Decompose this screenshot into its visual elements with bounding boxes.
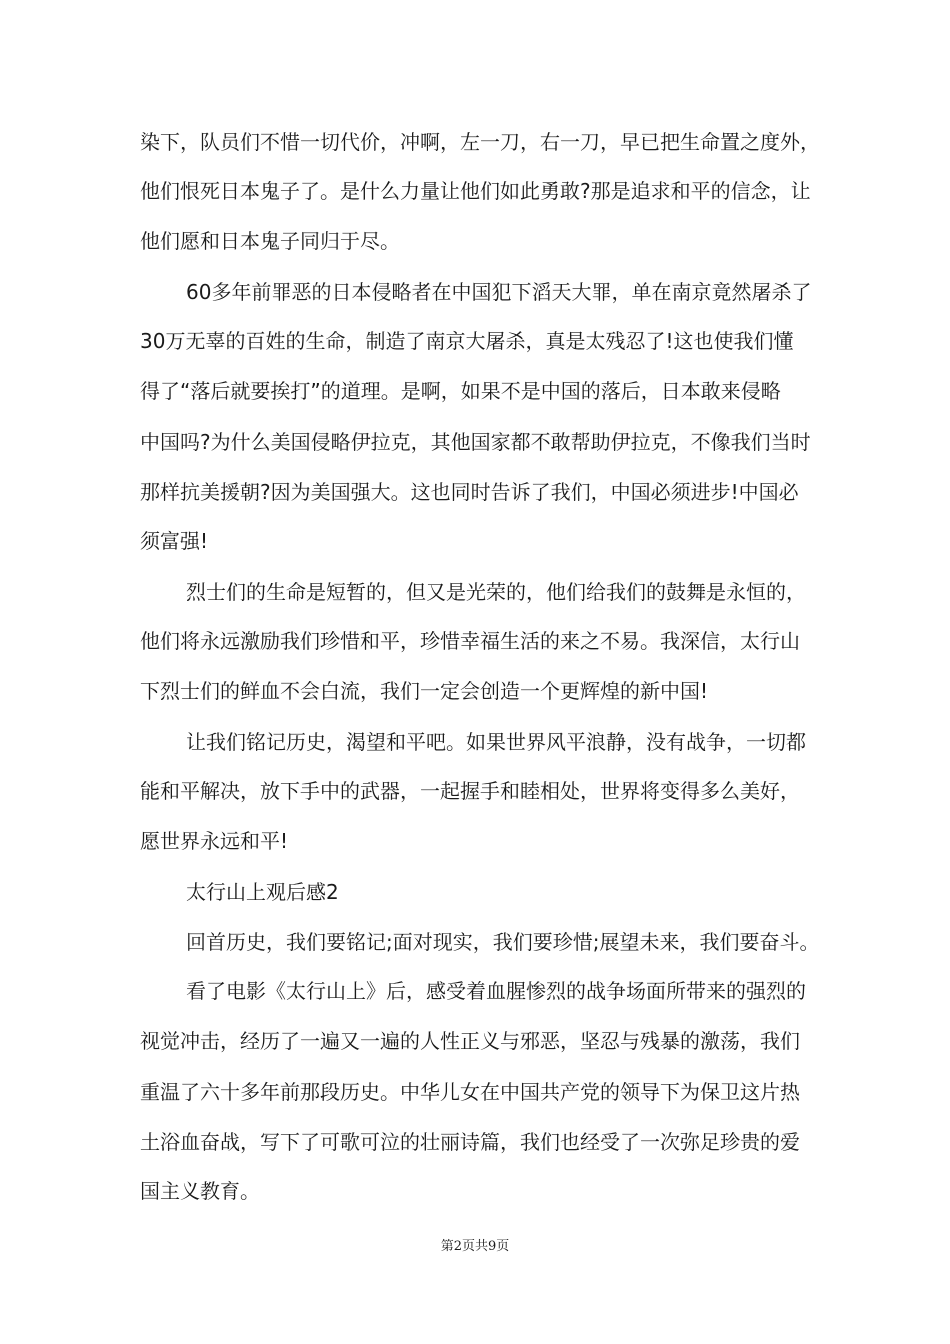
text-line: 重温了六十多年前那段历史。中华儿女在中国共产党的领导下为保卫这片热 [140,1080,800,1104]
paragraph-start-line: 回首历史，我们要铭记;面对现实，我们要珍惜;展望未来，我们要奋斗。 [186,930,820,954]
text-line: 那样抗美援朝?因为美国强大。这也同时告诉了我们，中国必须进步!中国必 [140,480,799,504]
text-line: 能和平解决，放下手中的武器，一起握手和睦相处，世界将变得多么美好， [140,779,800,803]
text-line: 土浴血奋战，写下了可歌可泣的壮丽诗篇，我们也经受了一次弥足珍贵的爱 [140,1130,800,1154]
page-number-footer: 第2页共9页 [440,1239,510,1254]
text-line: 他们愿和日本鬼子同归于尽。 [140,229,400,253]
paragraph-start-line: 让我们铭记历史，渴望和平吧。如果世界风平浪静，没有战争，一切都 [186,730,806,754]
text-line: 30万无辜的百姓的生命，制造了南京大屠杀，真是太残忍了!这也使我们懂 [140,329,794,353]
text-line: 视觉冲击，经历了一遍又一遍的人性正义与邪恶，坚忍与残暴的激荡，我们 [140,1029,800,1053]
text-line: 他们恨死日本鬼子了。是什么力量让他们如此勇敢?那是追求和平的信念，让 [140,179,811,203]
text-line: 下烈士们的鲜血不会白流，我们一定会创造一个更辉煌的新中国! [140,679,709,703]
text-line: 得了“落后就要挨打”的道理。是啊，如果不是中国的落后，日本敢来侵略 [140,379,781,403]
text-line: 须富强! [140,529,209,553]
text-line: 他们将永远激励我们珍惜和平，珍惜幸福生活的来之不易。我深信，太行山 [140,629,800,653]
paragraph-start-line: 看了电影《太行山上》后，感受着血腥惨烈的战争场面所带来的强烈的 [186,979,806,1003]
text-line: 染下，队员们不惜一切代价，冲啊，左一刀，右一刀，早已把生命置之度外， [140,130,820,154]
paragraph-start-line: 烈士们的生命是短暂的，但又是光荣的，他们给我们的鼓舞是永恒的， [186,580,806,604]
text-line: 中国吗?为什么美国侵略伊拉克，其他国家都不敢帮助伊拉克，不像我们当时 [140,430,811,454]
section-heading: 太行山上观后感2 [186,880,339,904]
text-line: 国主义教育。 [140,1179,260,1203]
paragraph-start-line: 60多年前罪恶的日本侵略者在中国犯下滔天大罪，单在南京竟然屠杀了 [186,280,812,304]
text-line: 愿世界永远和平! [140,829,289,853]
